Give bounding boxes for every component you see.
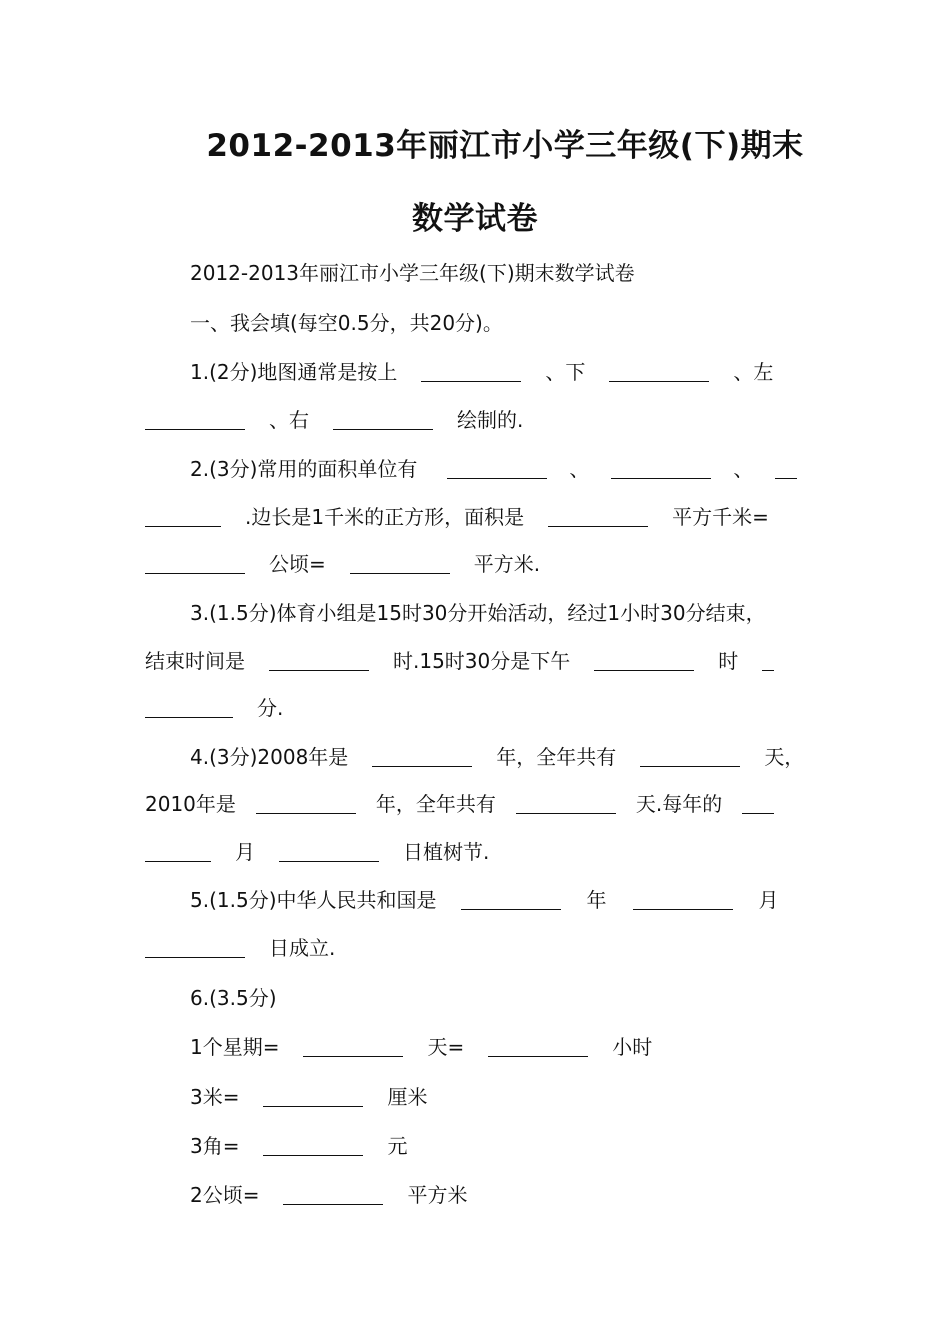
question-text: 5.(1.5分)中华人民共和国是 <box>190 888 437 912</box>
answer-blank[interactable] <box>263 1135 363 1156</box>
question-text: 公顷= <box>269 552 326 576</box>
question-1-line-1 <box>190 358 773 386</box>
question-text: 天， <box>764 745 805 769</box>
answer-blank[interactable] <box>516 793 616 814</box>
question-6-row-2 <box>190 1083 427 1111</box>
question-text: 时.15时30分是下午 <box>393 649 571 673</box>
answer-blank[interactable] <box>145 506 221 527</box>
question-text: 1.(2分)地图通常是按上 <box>190 360 398 384</box>
question-4-line-1 <box>190 743 804 771</box>
answer-blank[interactable] <box>283 1184 383 1205</box>
answer-blank[interactable] <box>742 793 774 814</box>
answer-blank[interactable] <box>269 650 369 671</box>
question-text: 4.(3分)2008年是 <box>190 745 349 769</box>
answer-blank[interactable] <box>372 746 472 767</box>
answer-blank[interactable] <box>279 841 379 862</box>
answer-blank[interactable] <box>256 793 356 814</box>
page-title-line-1: 2012-2013年丽江市小学三年级(下)期末 <box>206 128 804 164</box>
section-heading: 一、我会填(每空0.5分，共20分)。 <box>190 311 503 335</box>
question-6-row-1 <box>190 1033 652 1061</box>
question-2-line-3 <box>145 550 540 578</box>
question-6-row-4 <box>190 1181 467 1209</box>
question-text: 2.(3分)常用的面积单位有 <box>190 457 418 481</box>
answer-blank[interactable] <box>145 937 245 958</box>
question-4-line-2 <box>145 790 774 818</box>
question-text: 绘制的. <box>457 408 524 432</box>
answer-blank[interactable] <box>145 841 211 862</box>
question-text: 厘米 <box>387 1085 428 1109</box>
question-text: .边长是1千米的正方形，面积是 <box>245 505 525 529</box>
question-text: 时 <box>718 649 739 673</box>
question-text: 1个星期= <box>190 1035 280 1059</box>
question-text: 2010年是 <box>145 792 236 816</box>
answer-blank[interactable] <box>421 361 521 382</box>
answer-blank[interactable] <box>488 1036 588 1057</box>
question-text: 日成立. <box>269 936 336 960</box>
question-text: 3米= <box>190 1085 240 1109</box>
question-2-line-2 <box>145 503 769 531</box>
answer-blank[interactable] <box>333 409 433 430</box>
answer-blank[interactable] <box>762 650 774 671</box>
question-text: 、下 <box>545 360 586 384</box>
answer-blank[interactable] <box>350 553 450 574</box>
question-text: 月 <box>758 888 779 912</box>
answer-blank[interactable] <box>263 1086 363 1107</box>
question-3-line-2 <box>145 647 774 675</box>
answer-blank[interactable] <box>609 361 709 382</box>
question-text: 年，全年共有 <box>375 792 496 816</box>
question-4-line-3 <box>145 838 489 866</box>
answer-blank[interactable] <box>548 506 648 527</box>
question-text: 分. <box>257 696 284 720</box>
question-1-line-2 <box>145 406 523 434</box>
question-text: 元 <box>387 1134 408 1158</box>
answer-blank[interactable] <box>145 697 233 718</box>
question-text: 平方米 <box>407 1183 468 1207</box>
question-text: 、右 <box>269 408 309 432</box>
question-6-heading: 6.(3.5分) <box>190 986 277 1010</box>
question-text: 、 <box>569 457 590 481</box>
question-text: 3角= <box>190 1134 240 1158</box>
page-title-line-2: 数学试卷 <box>412 201 538 237</box>
answer-blank[interactable] <box>611 458 711 479</box>
question-text: 月 <box>235 840 255 864</box>
answer-blank[interactable] <box>447 458 547 479</box>
question-6-row-3 <box>190 1132 407 1160</box>
question-text: 天.每年的 <box>635 792 723 816</box>
answer-blank[interactable] <box>303 1036 403 1057</box>
answer-blank[interactable] <box>145 409 245 430</box>
question-text: 日植树节. <box>403 840 490 864</box>
answer-blank[interactable] <box>594 650 694 671</box>
question-text: 平方米. <box>473 552 541 576</box>
question-text: 、左 <box>733 360 774 384</box>
question-text: 、 <box>733 457 754 481</box>
question-3-line-3 <box>145 694 283 722</box>
answer-blank[interactable] <box>640 746 740 767</box>
question-text: 2公顷= <box>190 1183 260 1207</box>
question-text: 平方千米= <box>672 505 769 529</box>
subtitle: 2012-2013年丽江市小学三年级(下)期末数学试卷 <box>190 261 635 285</box>
answer-blank[interactable] <box>775 458 797 479</box>
question-text: 天= <box>427 1035 465 1059</box>
question-3-line-1: 3.(1.5分)体育小组是15时30分开始活动，经过1小时30分结束， <box>190 601 766 625</box>
question-5-line-1 <box>190 886 779 914</box>
answer-blank[interactable] <box>145 553 245 574</box>
question-2-line-1 <box>190 455 797 483</box>
answer-blank[interactable] <box>461 889 561 910</box>
question-text: 年，全年共有 <box>496 745 617 769</box>
question-text: 小时 <box>612 1035 653 1059</box>
question-5-line-2 <box>145 934 335 962</box>
answer-blank[interactable] <box>633 889 733 910</box>
question-text: 年 <box>586 888 607 912</box>
question-text: 结束时间是 <box>145 649 245 673</box>
